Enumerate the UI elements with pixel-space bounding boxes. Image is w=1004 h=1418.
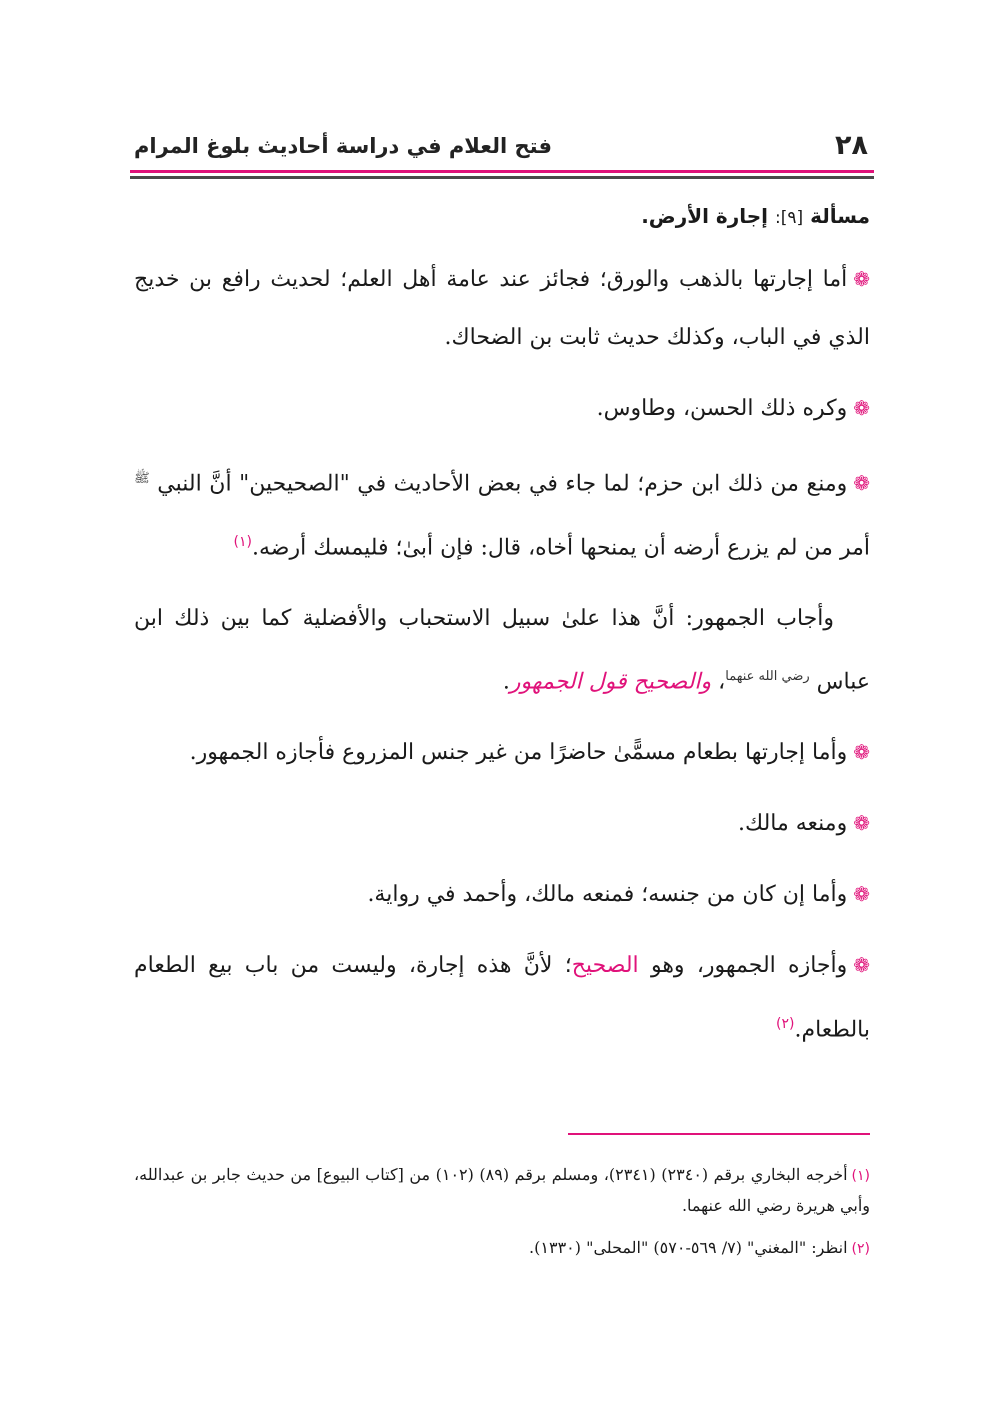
- flower-ornament-icon: ❁: [853, 471, 871, 496]
- honorific-glyph: ﷺ: [134, 471, 150, 486]
- paragraph-4-text-a: وأجاب الجمهور: أنَّ هذا علىٰ سبيل الاستحباب والأفضلية كما بين ذلك ابن عباس: [134, 605, 870, 694]
- flower-ornament-icon: ❁: [853, 267, 870, 291]
- paragraph-1: [134, 250, 870, 367]
- highlighted-ruling: والصحيح قول الجمهور: [509, 668, 712, 694]
- page-header: [130, 128, 870, 168]
- issue-title: إجارة الأرض.: [641, 204, 769, 228]
- flower-ornament-icon: ❁: [853, 881, 870, 906]
- header-rule-pink: [130, 170, 874, 173]
- paragraph-2-text: وكره ذلك الحسن، وطاوس.: [596, 396, 848, 421]
- flower-ornament-icon: ❁: [853, 810, 870, 835]
- paragraph-8: [134, 936, 870, 1059]
- footnote-1: [134, 1160, 870, 1221]
- paragraph-3: [134, 450, 870, 578]
- main-text: [134, 196, 870, 1071]
- honorific-glyph: رضي الله عنهما: [725, 668, 810, 684]
- footnote-number: (٢): [851, 1241, 870, 1257]
- paragraph-7-text: وأما إن كان من جنسه؛ فمنعه مالك، وأحمد في رواية.: [367, 881, 848, 907]
- page-number: ٢٨: [835, 130, 868, 161]
- paragraph-5: [134, 723, 870, 782]
- paragraph-1-text: أما إجارتها بالذهب والورق؛ فجائز عند عامة أهل العلم؛ لحديث رافع بن خديج الذي في الباب، وكذلك حديث ثابت بن الضحاك.: [134, 267, 870, 350]
- paragraph-2: [134, 379, 870, 438]
- footnote-2: [134, 1233, 870, 1264]
- highlighted-ruling: الصحيح: [571, 952, 639, 978]
- paragraph-7: [134, 865, 870, 924]
- footnote-marker-2[interactable]: (٢): [776, 1015, 795, 1032]
- footnote-separator: [568, 1133, 870, 1135]
- paragraph-3-text-a: ومنع من ذلك ابن حزم؛ لما جاء في بعض الأحاديث في "الصحيحين" أنَّ النبي: [157, 471, 848, 497]
- footnotes: [134, 1160, 870, 1276]
- issue-ref: [٩]:: [774, 208, 804, 228]
- flower-ornament-icon: ❁: [853, 739, 870, 764]
- paragraph-3-text-b: أمر من لم يزرع أرضه أن يمنحها أخاه، قال: فإن أبىٰ؛ فليمسك أرضه.: [252, 535, 870, 561]
- paragraph-4: [134, 590, 870, 711]
- footnote-number: (١): [851, 1168, 870, 1184]
- issue-heading: [134, 196, 870, 238]
- paragraph-4-end: .: [502, 668, 510, 694]
- header-rule-dark: [130, 176, 874, 179]
- paragraph-4-sep: ،: [711, 668, 726, 694]
- issue-label: مسألة: [810, 204, 870, 228]
- flower-ornament-icon: ❁: [853, 396, 870, 420]
- running-title: فتح العلام في دراسة أحاديث بلوغ المرام: [134, 134, 552, 158]
- footnote-text: أخرجه البخاري برقم (٢٣٤٠) (٢٣٤١)، ومسلم برقم (٨٩) (١٠٢) من [كتاب البيوع] من حديث جابر بن عبدالله، وأبي هريرة رضي الله عنهما.: [134, 1165, 870, 1215]
- paragraph-6: [134, 794, 870, 853]
- footnote-text: انظر: "المغني" (٧/ ٥٦٩-٥٧٠) "المحلى" (١٣٣٠).: [529, 1238, 848, 1257]
- paragraph-5-text: وأما إجارتها بطعام مسمًّىٰ حاضرًا من غير جنس المزروع فأجازه الجمهور.: [189, 739, 848, 765]
- paragraph-8-text-a: وأجازه الجمهور، وهو: [650, 952, 848, 978]
- footnote-marker-1[interactable]: (١): [233, 534, 253, 551]
- paragraph-6-text: ومنعه مالك.: [738, 810, 848, 836]
- flower-ornament-icon: ❁: [853, 952, 871, 977]
- paragraph-8-text-b: ؛ لأنَّ هذه إجارة، وليست من باب بيع الطعام بالطعام.: [134, 952, 870, 1043]
